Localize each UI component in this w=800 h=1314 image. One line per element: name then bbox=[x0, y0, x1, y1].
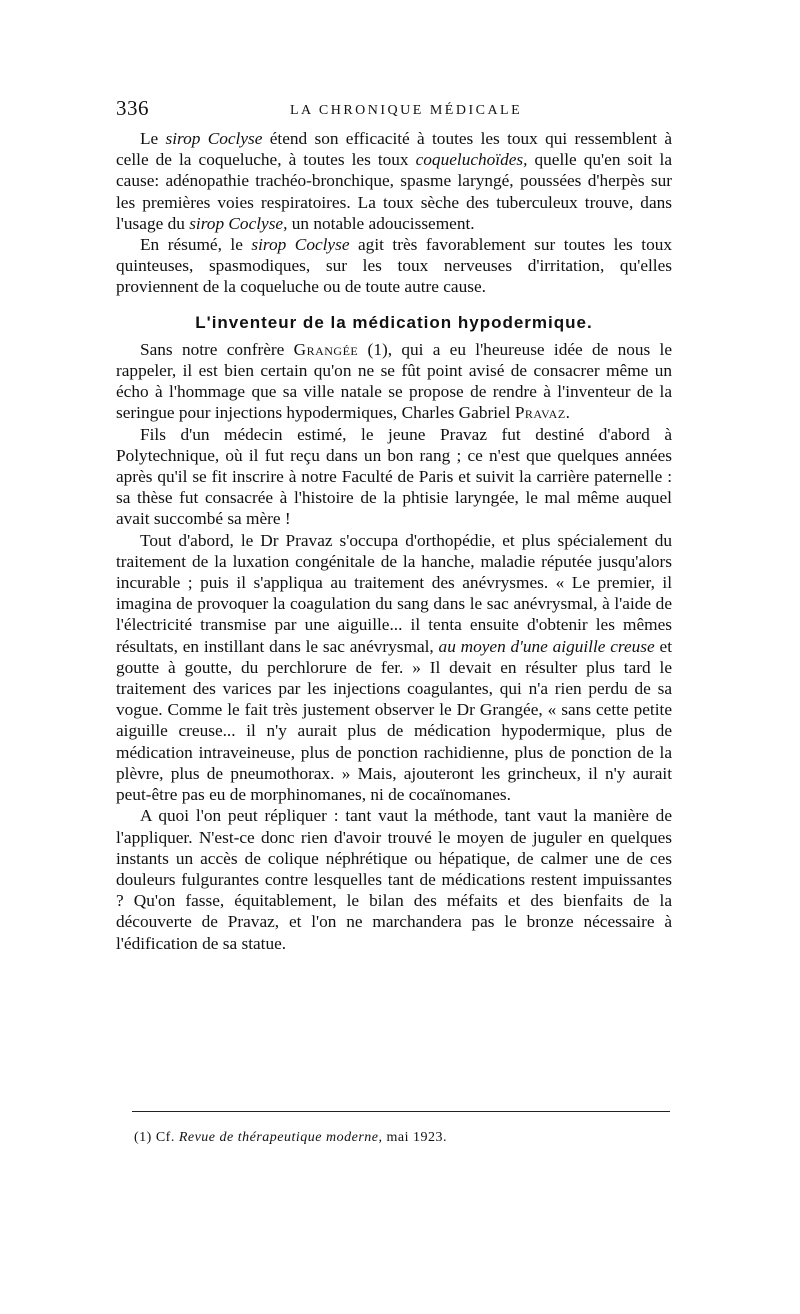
paragraph bbox=[116, 424, 672, 530]
text-run: Le bbox=[140, 129, 166, 148]
text-run: agit très favorablement sur toutes les toux quinteuses, spasmodiques, sur les toux nerveuses d'irritation, qu'elles proviennent de la coqueluche ou de toute autre cause. bbox=[116, 235, 673, 297]
paragraph bbox=[116, 234, 672, 298]
running-head: LA CHRONIQUE MÉDICALE bbox=[290, 103, 523, 118]
footnote bbox=[134, 1130, 447, 1146]
footnote-marker: (1) Cf. bbox=[134, 1130, 175, 1145]
body-text bbox=[116, 128, 672, 954]
footnote-date: mai 1923. bbox=[386, 1130, 447, 1145]
text-run: étend son efficacité à toutes les toux qui ressemblent à celle de la coqueluche, à toutes les toux bbox=[116, 129, 673, 170]
small-caps-name: Grangée bbox=[293, 339, 359, 359]
italic-text: au moyen d'une aiguille creuse bbox=[438, 636, 655, 656]
paragraph bbox=[116, 805, 672, 953]
text-run: Sans notre confrère bbox=[140, 339, 294, 359]
italic-text: sirop Coclyse bbox=[165, 129, 263, 148]
text-run: Fils d'un médecin estimé, le jeune Pravaz fut destiné d'abord à Polytechnique, où il fut reçu dans un bon rang ; ce n'est que quelques années après qu'il se fit inscrire à notre Faculté de Paris et suivit la carrière paternelle : sa thèse fut consacrée à l'histoire de la phtisie laryngée, le mal même auquel avait succombé sa mère ! bbox=[116, 424, 672, 529]
footnote-source: Revue de thérapeutique moderne, bbox=[178, 1130, 383, 1145]
italic-text: coqueluchoïdes, bbox=[415, 150, 528, 170]
text-run: A quoi l'on peut répliquer : tant vaut la méthode, tant vaut la manière de l'appliquer. N'est-ce donc rien d'avoir trouvé le moyen de juguler en quelques instants un accès de colique néphrétique ou hépatique, de calmer une de ces douleurs fulgurantes contre lesquelles tant de médications restent impuissantes ? Qu'on fasse, équitablement, le bilan des méfaits et des bienfaits de la découverte de Pravaz, et l'on ne marchandera pas le bronze nécessaire à l'édification de sa statue. bbox=[116, 806, 672, 953]
small-caps-name: Pravaz. bbox=[514, 403, 571, 423]
section-heading: L'inventeur de la médication hypodermique. bbox=[195, 312, 593, 332]
text-run: En résumé, le bbox=[140, 235, 252, 255]
italic-text: sirop Coclyse bbox=[251, 235, 350, 255]
italic-text: sirop Coclyse, bbox=[189, 213, 288, 233]
text-run: un notable adoucissement. bbox=[287, 213, 475, 233]
paragraphs-bottom bbox=[116, 339, 672, 954]
page-number: 336 bbox=[116, 96, 149, 120]
text-run: quelle qu'en soit la cause: adénopathie trachéo-bronchique, spasme laryngé, poussées d'herpès sur les premières voies respiratoires. La toux sèche des tuberculeux trouve, dans l'usage du bbox=[116, 150, 672, 233]
text-run: (1), qui a eu l'heureuse idée de nous le rappeler, il est bien certain qu'on ne se fût point avisé de consacrer même un écho à l'hommage que sa ville natale se propose de rendre à l'inventeur de la seringue pour injections hypodermiques, Charles Gabriel bbox=[116, 339, 672, 423]
paragraph bbox=[116, 530, 672, 806]
text-run: Tout d'abord, le Dr Pravaz s'occupa d'orthopédie, et plus spécialement du traitement de la luxation congénitale de la hanche, maladie réputée jusqu'alors incurable ; puis il s'appliqua au traitement des anévrysmes. « Le premier, il imagina de provoquer la coagulation du sang dans le sac anévrysmal, à l'aide de l'électricité transmise par une aiguille... il tenta ensuite d'obtenir les mêmes résultats, en instillant dans le sac anévrysmal, bbox=[116, 530, 672, 656]
paragraph bbox=[116, 128, 672, 234]
text-run: et goutte à goutte, du perchlorure de fer. » Il devait en résulter plus tard le traitement des varices par les injections coagulantes, qui n'a rien perdu de sa vogue. Comme le fait très justement observer le Dr Grangée, « sans cette petite aiguille creuse... il n'y aurait plus de médication hypodermique, plus de médication intraveineuse, plus de ponction rachidienne, plus de ponction de la plèvre, plus de pneumothorax. » Mais, ajouteront les grincheux, il n'y aurait peut-être pas eu de morphinomanes, ni de cocaïnomanes. bbox=[116, 636, 672, 805]
footnote-rule bbox=[132, 1111, 670, 1112]
paragraphs-top bbox=[116, 128, 672, 298]
paragraph bbox=[116, 339, 672, 424]
